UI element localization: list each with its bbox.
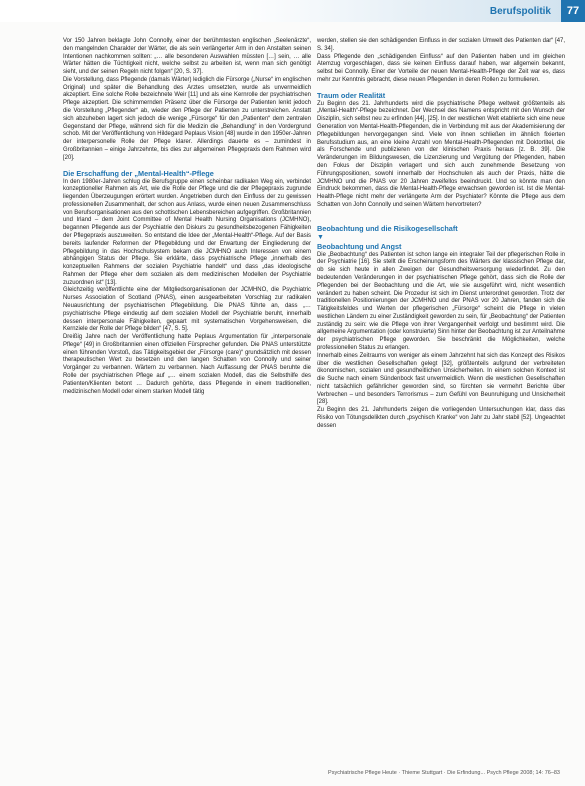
paragraph: Vor 150 Jahren beklagte John Connolly, einer der berühmtesten englischen „Seelenärzte“, den mangelnden Charakter der Wärter, die als sein verlängerter Arm in den Anstalten seinen Intentionen nachkommen sollten: „… alle besonderen Auswahlen müssten […] sein, … alle Wärter hätten die Tüchtigkeit nicht, welche selbst zu arbeiten ist, wenn man sich genötigt sieht, und der seinen Regeln nicht folgen“ [20, S. 37]. — [63, 38, 311, 76]
paragraph: Innerhalb eines Zeitraums von weniger als einem Jahrzehnt hat sich das Konzept des Risikos über die westlichen Gesellschaften gelegt [32], größtenteils aufgrund der verbreiteten ökonomischen, sozialen und gesundheitlichen Unsicherheiten. In einem solchen Kontext ist die Suche nach einem Sündenbock fast unvermeidlich. Wenn die westlichen Gesellschaften nicht tatsächlich gefährlicher geworden sind, so fürchten sie vermehrt Berichte über Verbrechen – und besonders Terrorismus – zum Gefühl von Beunruhigung und Unsicherheit [28]. — [317, 352, 565, 406]
subsection-heading: Beobachtung und Angst — [317, 241, 402, 251]
paragraph: Gleichzeitig veröffentlichte eine der Mitgliedsorganisationen der JCMHNO, die Psychiatric Nurses Association of Scotland (PNAS), einen ausgearbeiteten Vorschlag zur radikalen Neuausrichtung der psychiatrischen Pflegebildung. Die PNAS führte an, dass „… psychiatrische Pflege eindeutig auf dem sozialen Modell der Psychiatrie beruht, innerhalb dessen interpersonale Fähigkeiten, gepaart mit systematischen Vorgehensweisen, die Kernziele der Rolle der Pflege bilden“ [47, S. 5]. — [63, 287, 311, 333]
triangle-down-icon: ▼ — [317, 233, 324, 241]
paragraph: Dreißig Jahre nach der Veröffentlichung hatte Peplaus Argumentation für „interpersonale Pflege“ [49] in Großbritannien einen offiziellen Fürsprecher gefunden. Die PNAS unterstützte einen führenden Vorstoß, das Tätigkeitsgebiet der „Fürsorge (care)“ grundsätzlich mit dessen therapeutischen Wert zu besetzen und den langen Schatten von Connolly und seiner Vorgänger zu verbannen. Wärtern zu verbannen. Nach Auffassung der PNAS beruhte die Rolle der psychiatrischen Pflege auf „… einem sozialen Modell, das die Selbsthilfe des Patienten/Klienten betont … Dadurch gehörte, dass Pflegende in einem traditionellen, medizinischen Modell oder einem starken Modell tätig — [63, 334, 311, 395]
page-number: 77 — [561, 0, 585, 22]
section-heading: Die Erschaffung der „Mental-Health“-Pflege — [63, 168, 214, 178]
section-label: Berufspolitik — [489, 6, 551, 17]
section-heading: Traum oder Realität — [317, 90, 386, 100]
paragraph: In den 1980er-Jahren schlug die Berufsgruppe einen scheinbar radikalen Weg ein, verbindet konzeptioneller Rahmen als Art, wie die Rolle der Pflege und die der Pflegepraxis zugrunde liegenden Überzeugungen erörtert wurden. Angetrieben durch den Einfluss der zu gewissen professionellen Zusammenhalt, der schon aus Anlass, wurde einen neuen Zusammenschluss von Berufsorganisationen aus den schottischen Lebensbereichen aufgegriffen. Großbritannien und Irland – dem Joint Committee of Mental Health Nursing Organisations (JCMHNO), begannen Pflegende aus der Psychiatrie den Diskurs zu gesundheitsbezogenen Fähigkeiten der Pflegepraxis auszuweiten. So entstand die Idee der „Mental-Health“-Pflege. Auf der Basis bereits laufender Reformen der Pflegebildung und der Erwartung der Eingliederung der Pflegebildung in das Hochschulsystem bekam die JCMHNO auch Interessen von einem abhängigen Status der Pflege. Sie erklärte, dass psychiatrische Pflege „innerhalb des konzeptuellen Rahmens der sozialen Psychiatrie handelt“ und dass „das ideologische Rahmen der Pflege eher dem sozialen als dem medizinischen Modellen der Psychiatrie zuzuordnen ist“ [13]. — [63, 178, 311, 286]
left-column — [63, 38, 311, 396]
paragraph: Zu Beginn des 21. Jahrhunderts wird die psychiatrische Pflege weltweit größtenteils als „Mental-Health“-Pflege bezeichnet. Der Wechsel des Namens entspricht mit den Wunsch der Disziplin, sich selbst neu zu erfinden [44], [25]. In der westlichen Welt etablierte sich eine neue Generation von Mental-Health-Pflegenden, die in Verbindung mit aus der Akademisierung der Pflegebildungen hervorgegangen sind. Viele von ihnen schließen im ähnlich fixierten Berufsstudium aus, an eine kleine Anzahl von Mental-Health-Pflegenden mit Doktortitel, die als Forschende und publizieren von der klinischen Praxis heraus [z. B. 39]. Die Veränderungen im Bildungswesen, die Lizenzierung und Vergütung der Pflegenden, haben den Fokus der Disziplin verlagert und sich auch zunehmende Besetzung von Führungspositionen, sowohl innerhalb der Hochschulen als auch der Praxis, hätte die JCMHNO und die PNAS vor 20 Jahren zweifellos beeindruckt. Und so könnte man den Eindruck bekommen, dass die Mental-Health-Pflege erwachsen geworden ist. Ist die Mental-Health-Pflege nicht mehr der verlängerte Arm der Psychiater? Könnte die Pflege aus dem Schatten von John Connolly und seinen Wärtern hervortreten? — [317, 100, 565, 208]
subheading-marker-row — [317, 234, 565, 242]
paragraph: Dass Pflegende den „schädigenden Einfluss“ auf den Patienten haben und im gleichen Atemzug vorgeschlagen, dass sie keinen Einfluss darauf haben, war allgemein bekannt, selbst bei Connolly. Einer der Vorteile der neuen Mental-Health-Pflege der Zeit war es, dass mehr zur Kenntnis gebracht, diese neuen Pflegenden in deren Rollen zu formulieren. — [317, 53, 565, 83]
paragraph: Zu Beginn des 21. Jahrhunderts zeigen die vorliegenden Untersuchungen klar, dass das Risiko von Tötungsdelikten durch „psychisch Kranke“ von Jahr zu Jahr stabil [52]. Ungeachtet dessen — [317, 407, 565, 429]
paragraph: Die „Beobachtung“ des Patienten ist schon lange ein integraler Teil der pflegerischen Rolle in der Psychiatrie [16]. Sie stellt die Erscheinungsform des Wärters der klassischen Pflege dar, ob sie sich heute in allen Zweigen der Gesundheitsversorgung wiederfindet. Zu den bedeutenden Veränderungen in der psychiatrischen Pflege gehört, dass sich die Rolle der Pflegenden bei der Beobachtung und die Art, wie sie ausgeführt wird, nicht wesentlich verändert zu haben scheint. Die Prozedur ist sich im Dienst unterordnet geworden. Trotz der traditionellen Positionierungen der JCMHNO und der PNAS vor 20 Jahren, fanden sich die Tätigkeitsfeldes und Werten der pflegerischen „Fürsorge“ scheint die Pflege in vielen westlichen Ländern zu einer Zuständigkeit geworden zu sein, für „Beobachtung“ der Patienten zuständig zu sein: wie die Pflege von ihrer Vergangenheit verfolgt und bestimmt wird. Die allgemeine Argumentation (oder konstruierte) Sinn hinter der Beobachtung ist zur Anteilnahme der psychiatrischen Pflege geworden. Sie beschränkt die Möglichkeiten, welche professionellen Status zu erlangen. — [317, 251, 565, 351]
section-heading: Beobachtung und die Risikogesellschaft — [317, 223, 458, 233]
footer-citation: Psychiatrische Pflege Heute · Thieme Stuttgart · Die Erfindung... Psych Pflege 2008; 14: 76–83 — [328, 770, 560, 776]
paragraph: Die Vorstellung, dass Pflegende (damals Wärter) lediglich die Fürsorge („Nurse“ im englischen Original) und später die Behandlung des Arztes umsetzten, wurde als unvermeidlich akzeptiert. Eine solche Rolle bezeichnete Weir [11] und als eine Kernrolle der psychiatrischen Pflege akzeptiert. Die schimmernden Präsenz über die Fürsorge der Patienten lenkt jedoch die Vorstellung „Pflegender“ ab, wieder den Pflege der Patienten zu unterstreichen. Anstatt sich abzuheben lagert sich jedoch die wenige „Fürsorge“ für den „Patienten“ dem zentralen Gegenstand der Pflege, während sich für die Medizin die „Behandlung“ in den Vordergrund schob. Mit der Veröffentlichung von Hildegard Peplaus Vision [48] wurde in den 1950er-Jahren der interpersonelle Rolle der Pflege klarer. Allerdings dauerte es – zumindest in Großbritannien – einige Jahrzehnte, bis dies zur allgemeinen Pflegepraxis dem Rahmen wird [20]. — [63, 76, 311, 161]
right-column — [317, 38, 565, 431]
paragraph: werden, stellen sie den schädigenden Einfluss in der sozialen Umwelt des Patienten dar“ [47, S. 34]. — [317, 38, 565, 52]
